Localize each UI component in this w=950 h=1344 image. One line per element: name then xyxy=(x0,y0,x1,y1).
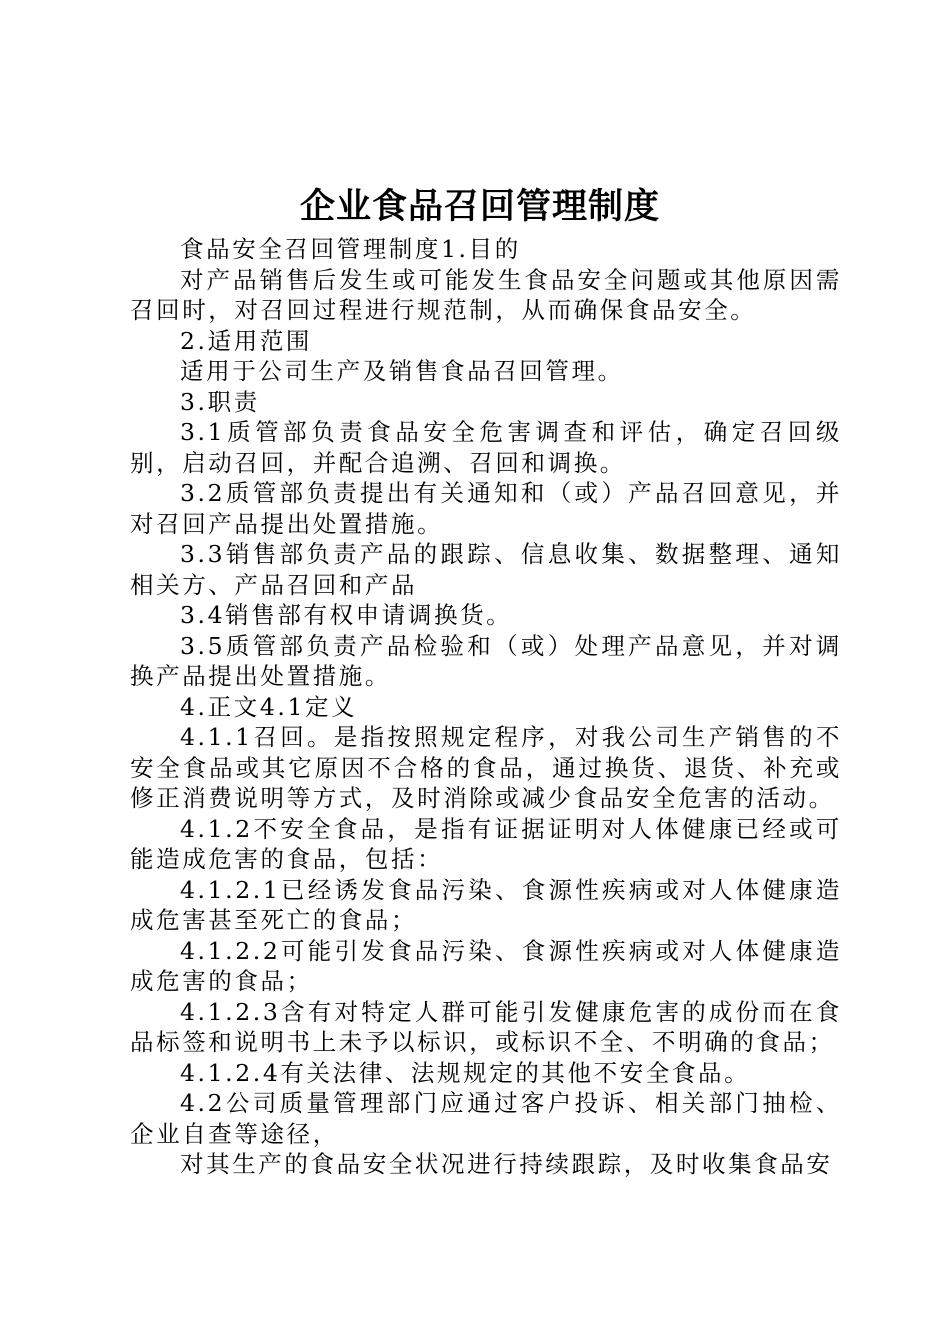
paragraph: 对其生产的食品安全状况进行持续跟踪，及时收集食品安 xyxy=(180,1150,833,1178)
paragraph: 4.1.2.2可能引发食品污染、食源性疾病或对人体健康造成危害的食品； xyxy=(130,936,842,995)
paragraph: 4.2公司质量管理部门应通过客户投诉、相关部门抽检、企业自查等途径， xyxy=(130,1089,842,1148)
paragraph: 4.1.2.3含有对特定人群可能引发健康危害的成份而在食品标签和说明书上未予以标识，或标识不全、不明确的食品； xyxy=(130,997,842,1056)
paragraph: 对产品销售后发生或可能发生食品安全问题或其他原因需召回时，对召回过程进行规范制，从而确保食品安全。 xyxy=(130,265,842,324)
paragraph: 4.正文4.1定义 xyxy=(180,692,358,721)
paragraph: 食品安全召回管理制度1.目的 xyxy=(180,235,521,263)
paragraph: 4.1.1召回。是指按照规定程序，对我公司生产销售的不安全食品或其它原因不合格的食品，通过换货、退货、补充或修正消费说明等方式，及时消除或减少食品安全危害的活动。 xyxy=(130,723,842,812)
paragraph: 3.4销售部有权申请调换货。 xyxy=(180,601,513,629)
paragraph: 3.职责 xyxy=(180,387,260,416)
document-title: 企业食品召回管理制度 xyxy=(299,186,660,227)
paragraph: 4.1.2不安全食品，是指有证据证明对人体健康已经或可能造成危害的食品，包括： xyxy=(130,814,842,873)
document-body xyxy=(130,234,842,1180)
paragraph: 适用于公司生产及销售食品召回管理。 xyxy=(180,357,624,385)
paragraph: 2.适用范围 xyxy=(180,326,313,355)
paragraph: 3.5质管部负责产品检验和（或）处理产品意见，并对调换产品提出处置措施。 xyxy=(130,631,842,690)
paragraph: 4.1.2.1已经诱发食品污染、食源性疾病或对人体健康造成危害甚至死亡的食品； xyxy=(130,875,842,934)
paragraph: 4.1.2.4有关法律、法规规定的其他不安全食品。 xyxy=(180,1058,751,1087)
paragraph: 3.1质管部负责食品安全危害调查和评估，确定召回级别，启动召回，并配合追溯、召回和调换。 xyxy=(130,418,842,477)
paragraph: 3.2质管部负责提出有关通知和（或）产品召回意见，并对召回产品提出处置措施。 xyxy=(130,479,842,538)
paragraph: 3.3销售部负责产品的跟踪、信息收集、数据整理、通知相关方、产品召回和产品 xyxy=(130,540,842,599)
